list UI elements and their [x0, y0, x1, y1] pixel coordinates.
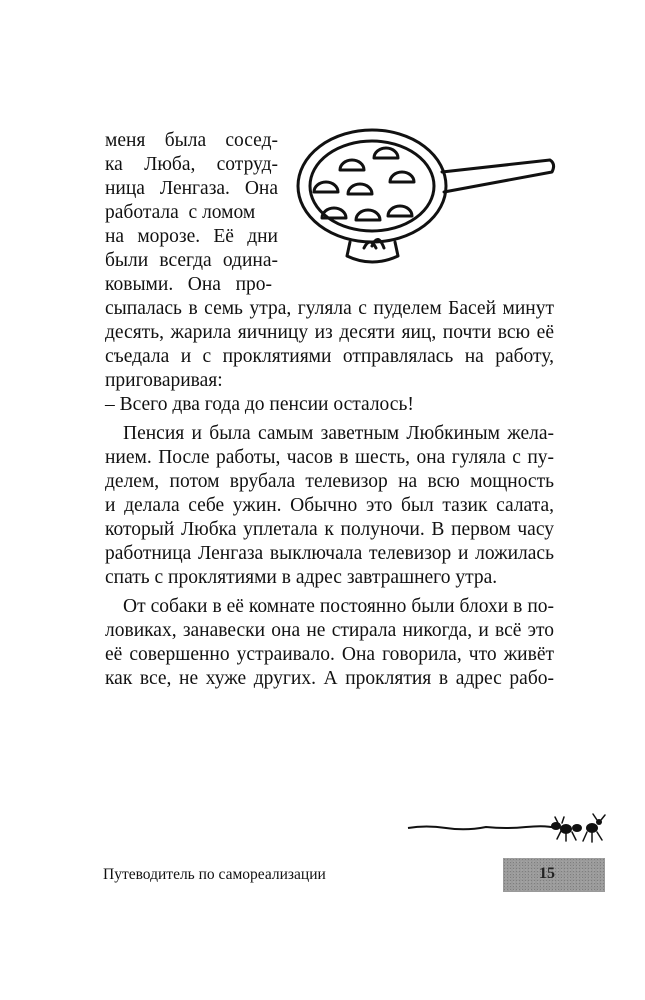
text-line-21: ловиках, занавески она не стирала никогда, и всё это [105, 620, 554, 641]
text-line-3: ница Ленгаза. Она [105, 178, 278, 199]
ant-line-decoration [406, 806, 612, 856]
book-title-footer: Путеводитель по самореализации [103, 866, 326, 883]
text-line-6: были всегда одина- [105, 250, 278, 271]
text-line-15: делем, потом врубала телевизор на всю мощность [105, 471, 554, 492]
text-line-20: От собаки в её комнате постоянно были блохи в по- [123, 596, 554, 617]
text-line-23: как все, не хуже других. А проклятия в адрес рабо- [105, 668, 554, 689]
text-line-12: – Всего два года до пенсии осталось! [105, 394, 414, 415]
text-line-13: Пенсия и была самым заветным Любкиным жела- [123, 423, 554, 444]
text-line-4: работала с ломом [105, 202, 256, 223]
text-line-9: десять, жарила яичницу из десяти яиц, почти всю её [105, 322, 554, 343]
text-line-8: сыпалась в семь утра, гуляла с пуделем Басей минут [105, 298, 554, 319]
text-line-2: ка Люба, сотруд- [105, 154, 278, 175]
page-number: 15 [539, 865, 555, 882]
text-line-17: который Любка уплетала к полуночи. В первом часу [105, 519, 554, 540]
text-line-16: и делала себе ужин. Обычно это был тазик салата, [105, 495, 554, 516]
text-line-22: её совершенно устраивало. Она говорила, что живёт [105, 644, 554, 665]
text-line-7: ковыми. Она про- [105, 274, 272, 295]
frying-pan-illustration [292, 120, 562, 285]
text-line-10: съедала и с проклятиями отправлялась на работу, [105, 346, 554, 367]
text-line-19: спать с проклятиями в адрес завтрашнего утра. [105, 567, 498, 588]
text-line-18: работница Ленгаза выключала телевизор и ложилась [105, 543, 554, 564]
text-line-14: нием. После работы, часов в шесть, она гуляла с пу- [105, 447, 554, 468]
text-line-1: меня была сосед- [105, 130, 278, 151]
text-line-11: приговаривая: [105, 370, 223, 391]
text-line-5: на морозе. Её дни [105, 226, 278, 247]
